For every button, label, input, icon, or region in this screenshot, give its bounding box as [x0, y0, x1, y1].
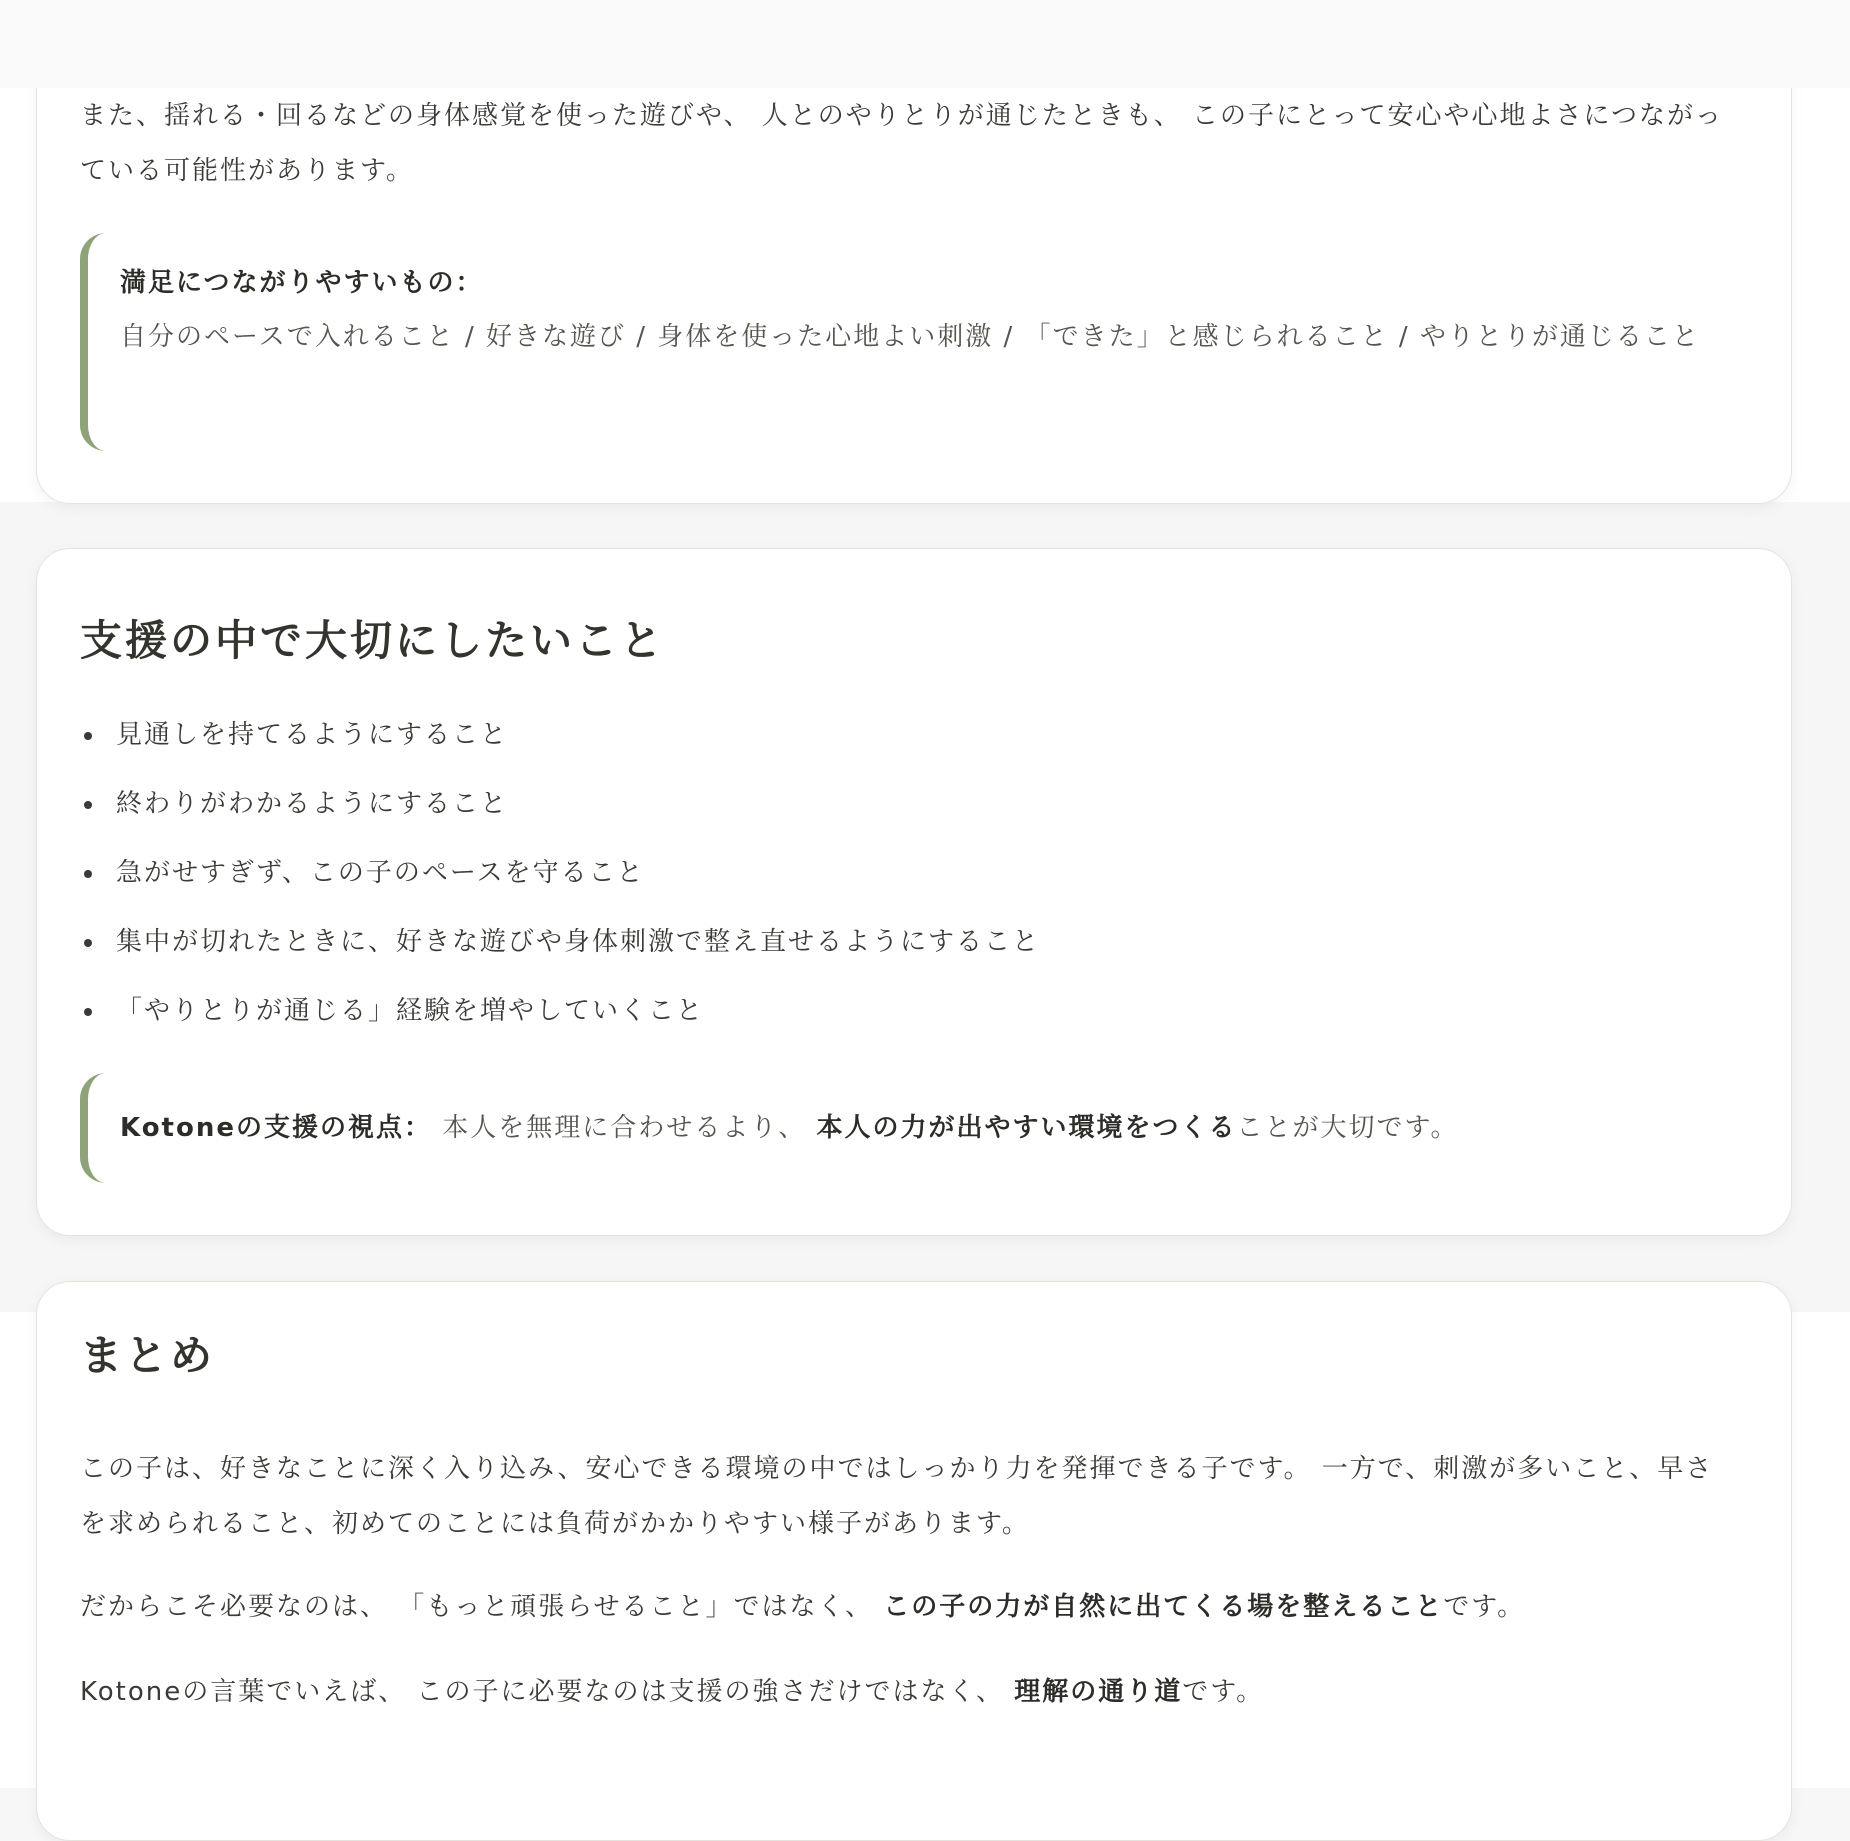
summary-section-title: まとめ: [80, 1331, 216, 1380]
summary-paragraph-2: [80, 1580, 1731, 1635]
list-item-text: 急がせすぎず、この子のペースを守ること: [116, 858, 645, 888]
support-section-title: 支援の中で大切にしたいこと: [80, 616, 666, 665]
satisfaction-note-body: 自分のペースで入れること / 好きな遊び / 身体を使った心地よい刺激 / 「できた」と感じられること / やりとりが通じること: [120, 322, 1700, 352]
satisfaction-note-title: 満足につながりやすいもの：: [120, 268, 484, 298]
list-item-text: 終わりがわかるようにすること: [116, 789, 509, 819]
list-item-text: 見通しを持てるようにすること: [116, 720, 509, 750]
bullet-icon: [84, 732, 92, 740]
support-perspective-text-2: ことが大切です。: [1236, 1113, 1459, 1143]
summary-paragraph-2-tail: です。: [1443, 1592, 1526, 1622]
satisfaction-note: [80, 233, 1711, 451]
list-item: [80, 717, 1040, 786]
summary-paragraph-2-text: だからこそ必要なのは、 「もっと頑張らせること」ではなく、: [80, 1592, 884, 1622]
bullet-icon: [84, 870, 92, 878]
support-perspective-emphasis: 本人の力が出やすい環境をつくる: [816, 1113, 1237, 1143]
list-item: [80, 924, 1040, 993]
summary-card: [36, 1281, 1792, 1841]
list-item: [80, 993, 1040, 1062]
support-perspective-text: [120, 1113, 1458, 1143]
summary-paragraph-2-emphasis: この子の力が自然に出てくる場を整えること: [883, 1592, 1444, 1622]
summary-paragraph-3: [80, 1665, 1731, 1720]
list-item: [80, 855, 1040, 924]
list-item: [80, 786, 1040, 855]
list-item-text: 集中が切れたときに、好きな遊びや身体刺激で整え直せるようにすること: [116, 927, 1041, 957]
needs-paragraph: また、揺れる・回るなどの身体感覚を使った遊びや、 人とのやりとりが通じたときも、 この子にとって安心や心地よさにつながっている可能性があります。: [80, 101, 1723, 186]
bullet-icon: [84, 801, 92, 809]
support-card: [36, 548, 1792, 1236]
bullet-icon: [84, 939, 92, 947]
summary-paragraph-3-tail: です。: [1182, 1677, 1265, 1707]
needs-card: [36, 30, 1792, 504]
support-perspective-text-1: 本人を無理に合わせるより、: [432, 1113, 817, 1143]
support-perspective-label: Kotoneの支援の視点：: [120, 1113, 432, 1143]
bullet-icon: [84, 1008, 92, 1016]
summary-paragraph-3-text: Kotoneの言葉でいえば、 この子に必要なのは支援の強さだけではなく、: [80, 1677, 1015, 1707]
support-points-list: [80, 717, 1040, 1062]
support-perspective-note: [80, 1073, 1711, 1183]
summary-paragraph-1: この子は、好きなことに深く入り込み、安心できる環境の中ではしっかり力を発揮できる子です。 一方で、刺激が多いこと、早さを求められること、初めてのことには負荷がかかりやすい様子があります。: [80, 1454, 1714, 1539]
list-item-text: 「やりとりが通じる」経験を増やしていくこと: [116, 996, 705, 1026]
summary-paragraph-3-emphasis: 理解の通り道: [1014, 1677, 1183, 1707]
top-header-bar: [0, 0, 1850, 88]
